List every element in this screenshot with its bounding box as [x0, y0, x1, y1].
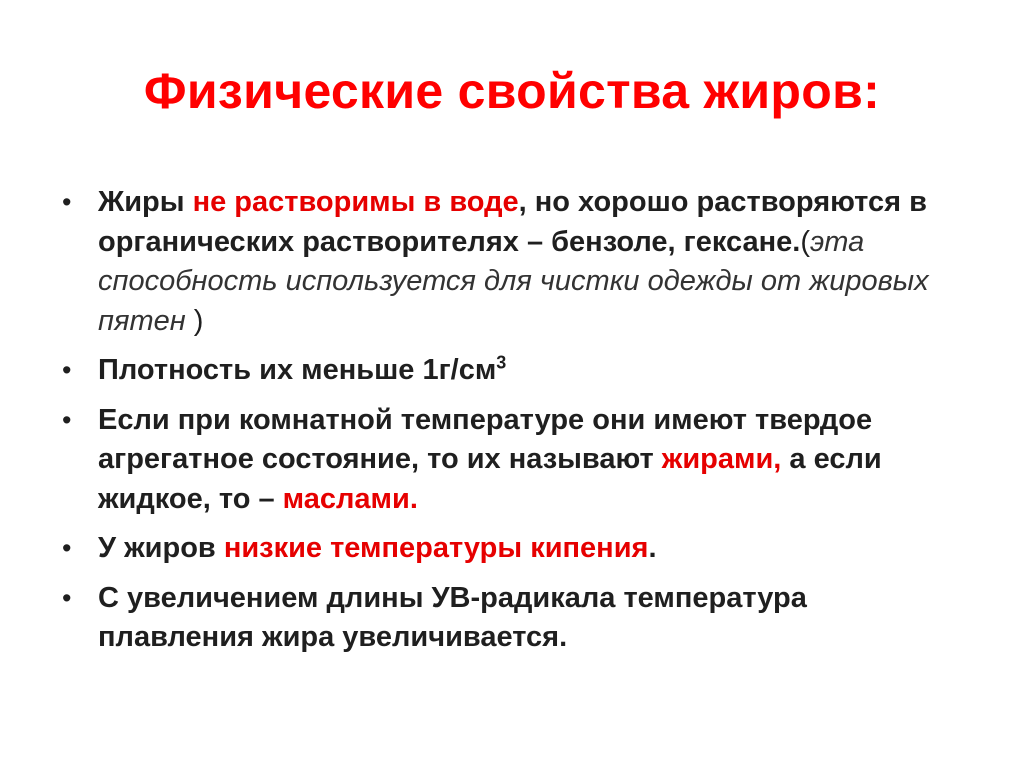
bullet-marker: • — [62, 404, 72, 435]
bullet-list — [62, 183, 962, 668]
italic-note: эта способность используется для чистки одежды от жировых пятен — [98, 225, 929, 337]
bullet-text: С увеличением длины УВ-радикала температура плавления жира увеличивается. — [98, 581, 807, 653]
bullet-melting — [62, 579, 962, 658]
bullet-marker: • — [62, 533, 72, 563]
bullet-text: , но хорошо растворяются в органических растворителях – бензоле, гексане. — [98, 186, 927, 258]
highlight-text: маслами. — [282, 482, 418, 515]
bullet-text: У жиров — [98, 532, 224, 564]
bullet-marker: • — [62, 187, 72, 217]
bullet-text: Жиры — [98, 186, 193, 218]
highlight-text: не растворимы в воде — [192, 186, 519, 218]
bullet-text: а если жидкое, то – — [98, 443, 882, 515]
slide-title: Физические свойства жиров: — [143, 63, 881, 119]
highlight-text: низкие температуры кипения — [223, 532, 649, 564]
paren-open: ( — [800, 225, 810, 258]
superscript: 3 — [496, 352, 507, 373]
bullet-density — [62, 351, 962, 391]
bullet-boiling — [62, 529, 962, 569]
bullet-state — [62, 401, 962, 520]
paren-close: ) — [193, 304, 204, 337]
bullet-text: . — [648, 532, 657, 564]
bullet-marker: • — [62, 355, 72, 385]
bullet-solubility — [62, 183, 962, 341]
bullet-text: Если при комнатной температуре они имеют твердое агрегатное состояние, то их называют — [98, 403, 873, 475]
bullet-text: Плотность их меньше 1г/см — [98, 354, 497, 386]
highlight-text: жирами, — [661, 443, 782, 475]
bullet-marker: • — [62, 582, 72, 613]
